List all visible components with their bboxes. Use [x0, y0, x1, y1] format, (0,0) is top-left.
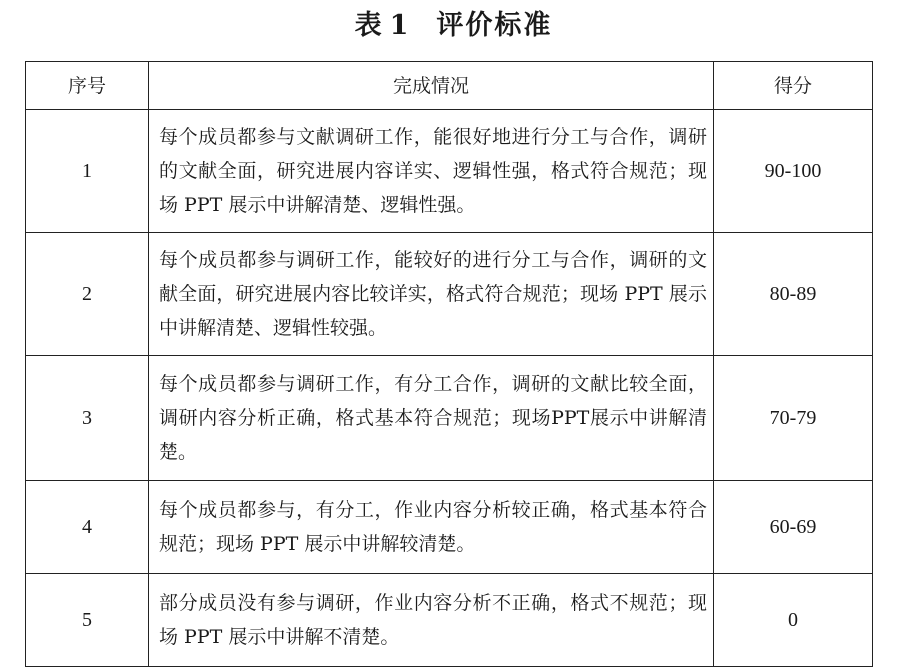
table-row	[26, 481, 873, 574]
row-description: 每个成员都参与调研工作，能较好的进行分工与合作，调研的文献全面，研究进展内容比较详实，格式符合规范；现场 PPT 展示中讲解清楚、逻辑性较强。	[149, 233, 714, 356]
row-index: 4	[26, 481, 149, 574]
row-description: 每个成员都参与，有分工，作业内容分析较正确，格式基本符合规范；现场 PPT 展示中讲解较清楚。	[149, 481, 714, 574]
header-description: 完成情况	[149, 62, 714, 110]
header-score: 得分	[714, 62, 873, 110]
caption-text: 评价标准	[436, 10, 553, 41]
caption-label: 表	[354, 10, 384, 41]
caption-number: 1	[389, 10, 411, 41]
row-score: 90-100	[714, 110, 873, 233]
header-row	[26, 62, 873, 110]
row-score: 0	[714, 574, 873, 667]
table-row	[26, 356, 873, 481]
row-description: 每个成员都参与文献调研工作，能很好地进行分工与合作，调研的文献全面，研究进展内容详实、逻辑性强，格式符合规范；现场 PPT 展示中讲解清楚、逻辑性强。	[149, 110, 714, 233]
row-index: 1	[26, 110, 149, 233]
row-index: 3	[26, 356, 149, 481]
row-score: 70-79	[714, 356, 873, 481]
row-index: 5	[26, 574, 149, 667]
row-index: 2	[26, 233, 149, 356]
row-description: 每个成员都参与调研工作，有分工合作，调研的文献比较全面，调研内容分析正确，格式基本符合规范；现场PPT展示中讲解清楚。	[149, 356, 714, 481]
header-index: 序号	[26, 62, 149, 110]
row-score: 80-89	[714, 233, 873, 356]
evaluation-table	[25, 61, 873, 667]
table-row	[26, 110, 873, 233]
table-row	[26, 233, 873, 356]
row-description: 部分成员没有参与调研，作业内容分析不正确，格式不规范；现场 PPT 展示中讲解不清楚。	[149, 574, 714, 667]
row-score: 60-69	[714, 481, 873, 574]
table-row	[26, 574, 873, 667]
table-caption	[0, 6, 907, 46]
